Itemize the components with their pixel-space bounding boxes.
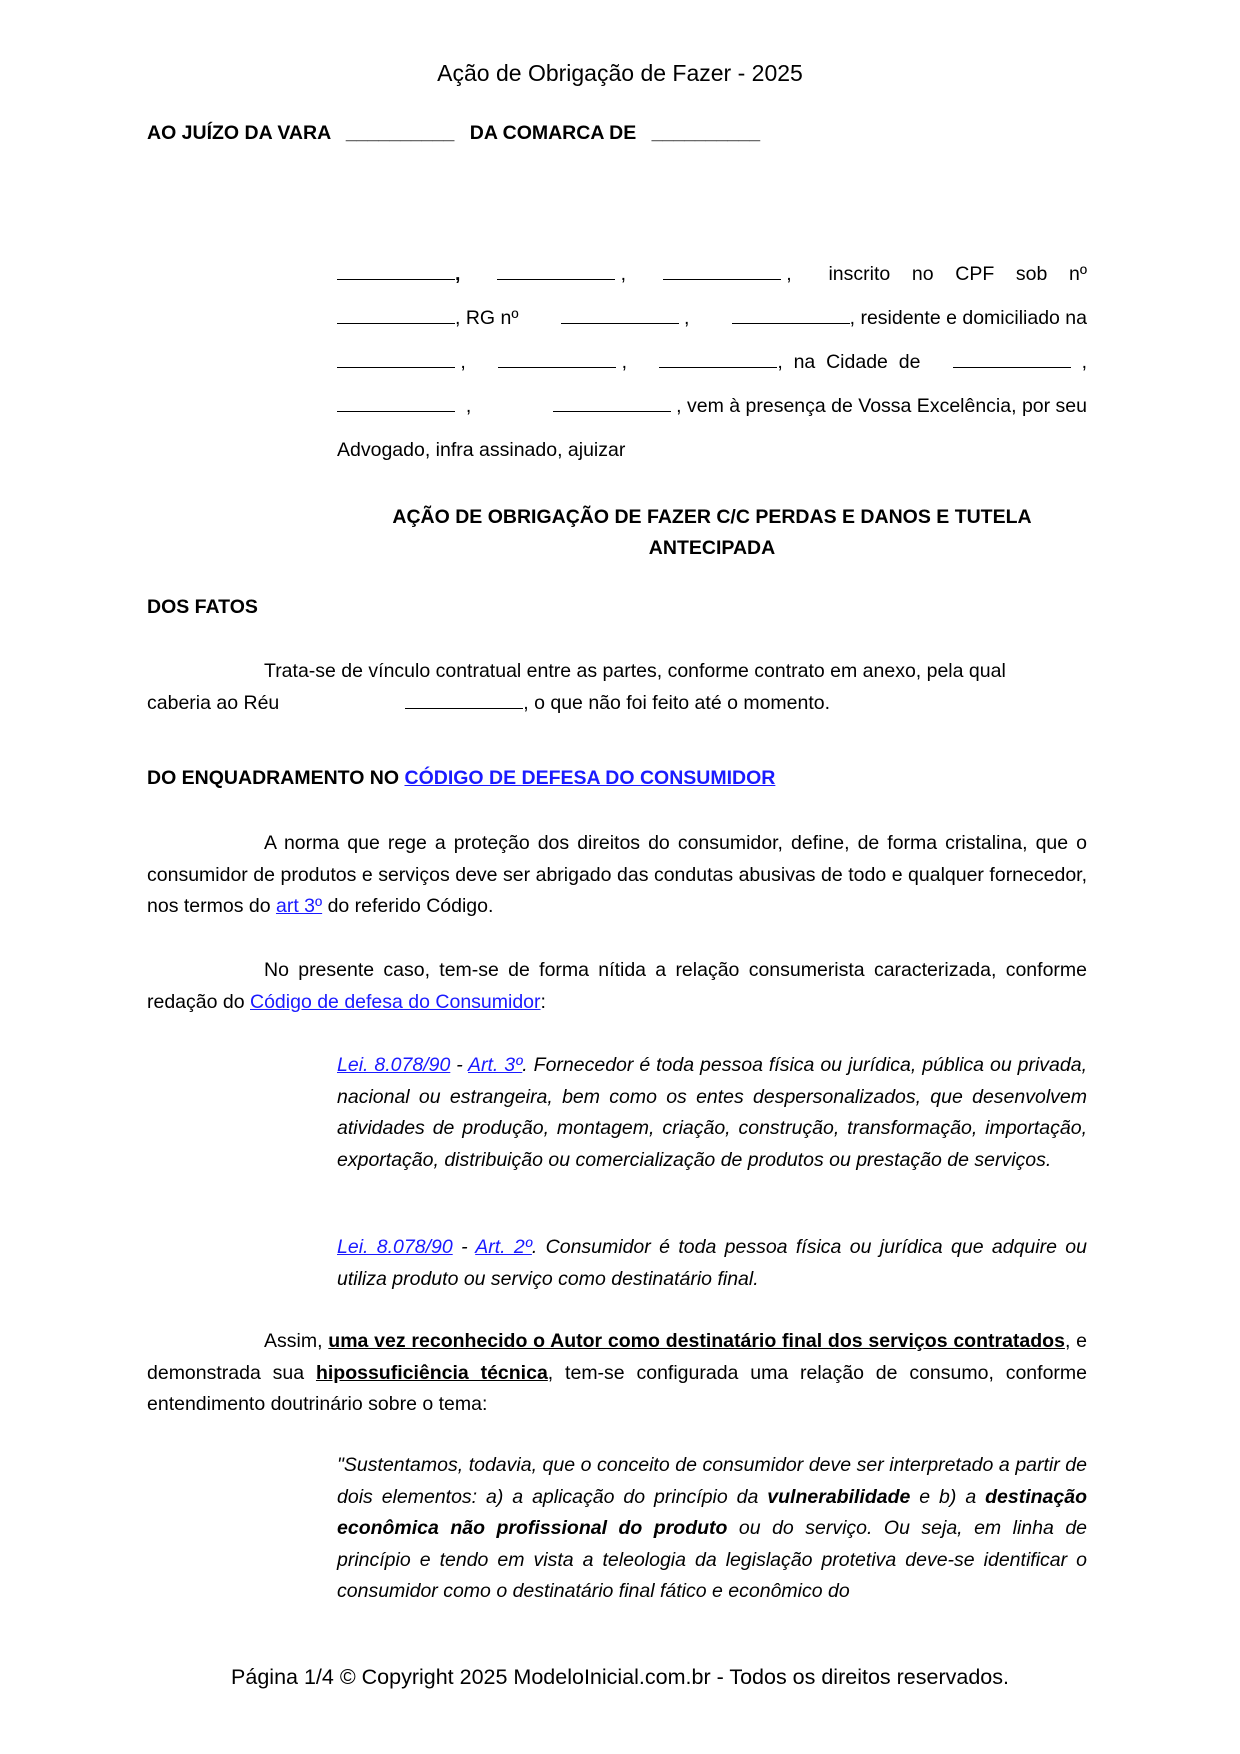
- vulnerability-emphasis: vulnerabilidade: [767, 1485, 911, 1508]
- street-blank: [337, 351, 455, 368]
- nationality-blank: [497, 263, 615, 280]
- economic-destination-emphasis: destinação econômica não profissional do produto: [337, 1485, 1087, 1539]
- quote-art2: Lei. 8.078/90 - Art. 2º. Consumidor é toda pessoa física ou jurídica que adquire ou utiliza produto ou serviço como destinatário final.: [337, 1236, 1087, 1290]
- vara-blank: __________: [345, 122, 455, 144]
- document-header-title: Ação de Obrigação de Fazer - 2025: [437, 60, 803, 86]
- number-blank: [498, 351, 616, 368]
- section-heading-facts: DOS FATOS: [147, 596, 258, 618]
- art2-quote-link[interactable]: Art. 2º: [475, 1236, 532, 1258]
- court-vara-label: AO JUÍZO DA VARA: [147, 122, 331, 144]
- issuer-blank: [732, 307, 850, 324]
- hyposufficiency-emphasis: hipossuficiência técnica: [315, 1361, 548, 1384]
- cdc-paragraph-3: Assim, uma vez reconhecido o Autor como destinatário final dos serviços contratados, e demonstrada sua hipossuficiência técnica, tem-se configurada uma relação de consumo, conforme entendimento doutrinário sobre o tema:: [147, 1330, 1087, 1415]
- qualification-line-1: , , , inscrito no CPF sob nº: [337, 263, 1087, 286]
- marital-status-blank: [663, 263, 781, 280]
- comarca-blank: __________: [651, 122, 761, 144]
- consumer-recognition-emphasis: uma vez reconhecido o Autor como destinatário final dos serviços contratados: [328, 1330, 1065, 1352]
- comarca-label: DA COMARCA DE: [469, 122, 637, 144]
- name-blank: [337, 263, 455, 280]
- page-footer: Página 1/4 © Copyright 2025 ModeloInicial.com.br - Todos os direitos reservados.: [231, 1665, 1009, 1689]
- cdc-paragraph-2: No presente caso, tem-se de forma nítida a relação consumerista caracterizada, conforme redação do Código de defesa do Consumidor:: [147, 959, 1087, 1013]
- cpf-label: inscrito no CPF sob nº: [828, 263, 1087, 285]
- cdc-link[interactable]: Código de defesa do Consumidor: [250, 990, 541, 1013]
- law-link-2[interactable]: Lei. 8.078/90: [337, 1236, 453, 1258]
- quote-art3: Lei. 8.078/90 - Art. 3º. Fornecedor é toda pessoa física ou jurídica, pública ou privada, nacional ou estrangeira, bem como os entes despersonalizados, que desenvolvem atividades de produção, montagem, criação, construção, transformação, importação, exportação, distribuição ou comercialização de produtos ou prestação de serviços.: [337, 1054, 1087, 1171]
- art3-quote-link[interactable]: Art. 3º: [468, 1054, 523, 1076]
- district-blank: [659, 351, 777, 368]
- cpf-blank: [337, 307, 455, 324]
- court-address: [147, 122, 760, 145]
- art3-link[interactable]: art 3º: [275, 895, 323, 917]
- city-blank: [953, 351, 1071, 368]
- qualification-line-2: , RG nº , , residente e domiciliado na: [337, 307, 1087, 330]
- action-title: AÇÃO DE OBRIGAÇÃO DE FAZER C/C PERDAS E DANOS E TUTELA ANTECIPADA: [392, 506, 1032, 559]
- qualification-line-5: Advogado, infra assinado, ajuizar: [337, 439, 626, 461]
- cdc-paragraph-1: A norma que rege a proteção dos direitos do consumidor, define, de forma cristalina, que o consumidor de produtos e serviços deve ser abrigado das condutas abusivas de todo e qualquer fornecedor, nos termos do art 3º do referido Código.: [147, 832, 1087, 917]
- rg-blank: [561, 307, 679, 324]
- cdc-heading-link[interactable]: CÓDIGO DE DEFESA DO CONSUMIDOR: [404, 767, 776, 789]
- state-blank: [337, 395, 455, 412]
- section-heading-cdc: DO ENQUADRAMENTO NO CÓDIGO DE DEFESA DO CONSUMIDOR: [147, 767, 776, 789]
- facts-paragraph: Trata-se de vínculo contratual entre as partes, conforme contrato em anexo, pela qual caberia ao Réu , o que não foi feito até o momento.: [147, 660, 1006, 714]
- zip-blank: [553, 395, 671, 412]
- qualification-line-3: , , , na Cidade de ,: [337, 351, 1087, 374]
- doctrine-quote: "Sustentamos, todavia, que o conceito de consumidor deve ser interpretado a partir de dois elementos: a) a aplicação do princípio da vulnerabilidade e b) a destinação econômica não profissional do produto ou do serviço. Ou seja, em linha de princípio e tendo em vista a teleologia da legislação protetiva deve-se identificar o consumidor como o destinatário final fático e econômico do: [337, 1454, 1088, 1602]
- qualification-line-4: , , vem à presença de Vossa Excelência, por seu: [337, 395, 1087, 418]
- obligation-blank: [405, 692, 523, 709]
- law-link-1[interactable]: Lei. 8.078/90: [337, 1054, 451, 1076]
